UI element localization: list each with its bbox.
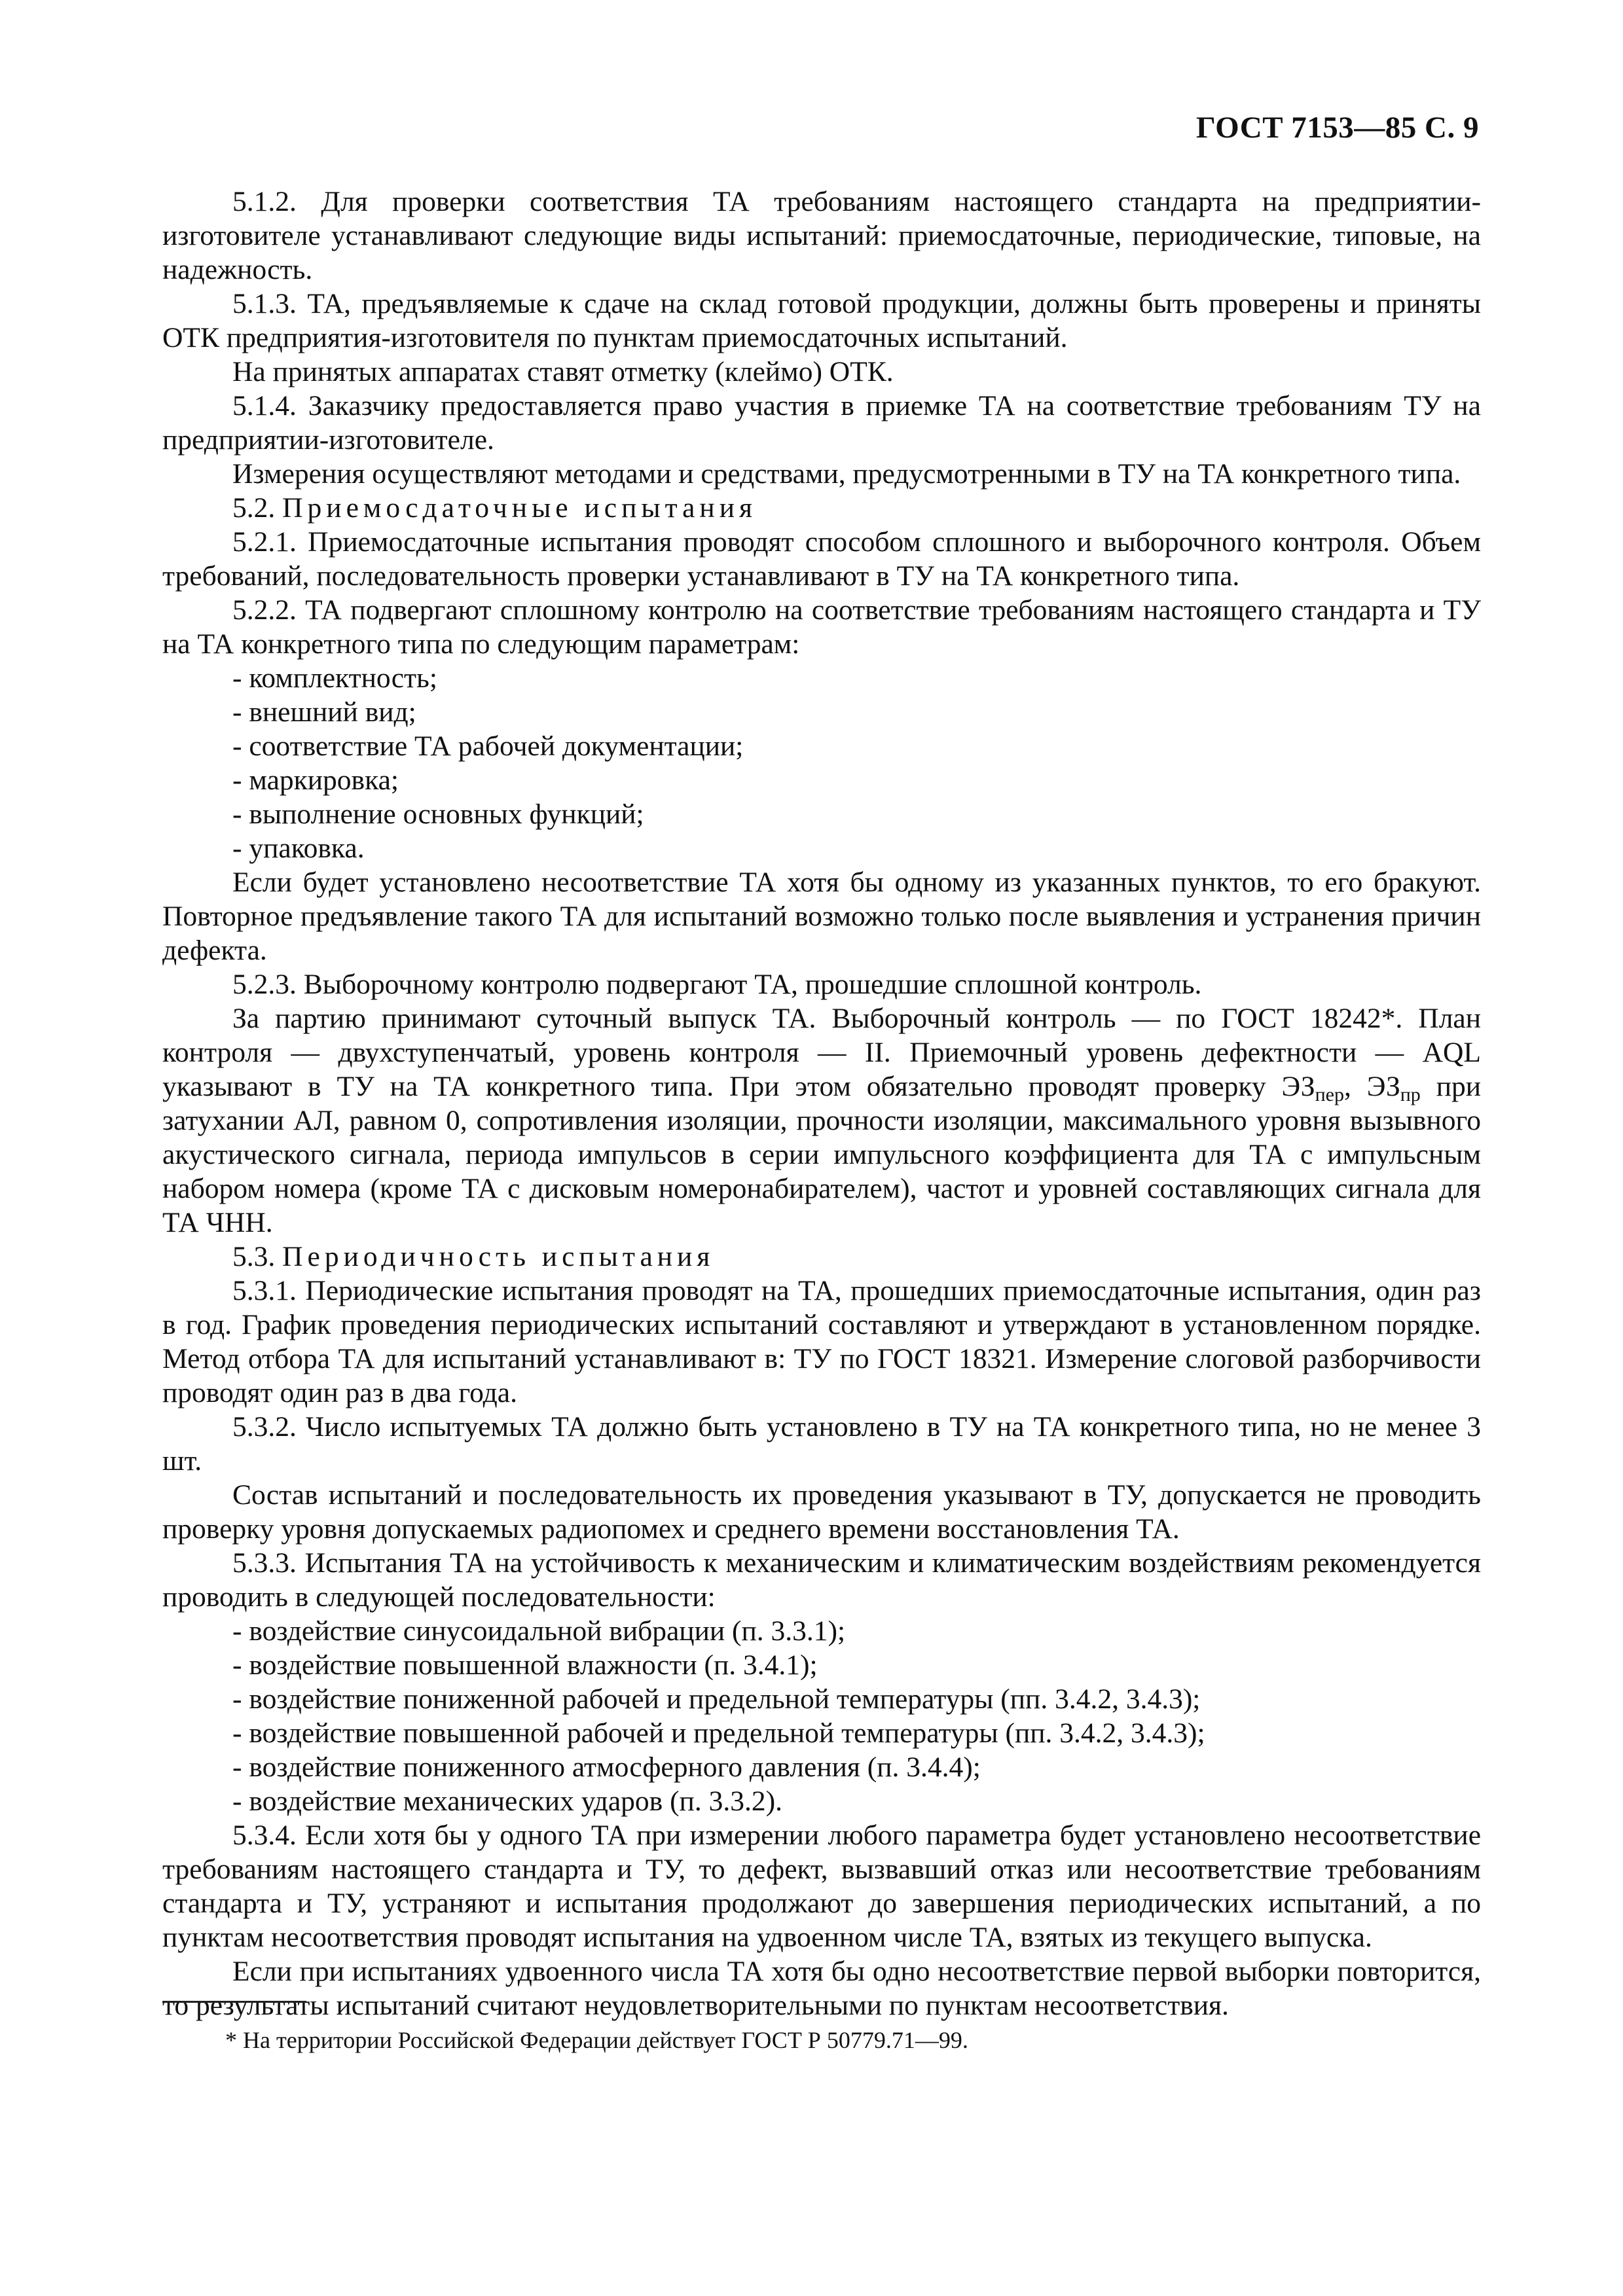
paragraph-5-2-1: 5.2.1. Приемосдаточные испытания проводят способом сплошного и выборочного контроля. Объем требований, последовательность проверки устанавливают в ТУ на ТА конкретного типа. — [162, 526, 1481, 592]
list-item: - комплектность; — [232, 662, 437, 694]
paragraph-5-2-2: 5.2.2. ТА подвергают сплошному контролю на соответствие требованиям настоящего стандарта и ТУ на ТА конкретного типа по следующим параметрам: — [162, 594, 1481, 660]
list-item: - соответствие ТА рабочей документации; — [232, 730, 744, 762]
section-title: Приемосдаточные испытания — [282, 492, 757, 524]
document-body — [162, 185, 1481, 2022]
paragraph-5-3-2: 5.3.2. Число испытуемых ТА должно быть установлено в ТУ на ТА конкретного типа, но не менее 3 шт. — [162, 1411, 1481, 1477]
paragraph-5-3-3: 5.3.3. Испытания ТА на устойчивость к механическим и климатическим воздействиям рекомендуется проводить в следующей последовательности: — [162, 1547, 1481, 1613]
paragraph-5-3-1: 5.3.1. Периодические испытания проводят на ТА, прошедших приемосдаточные испытания, один раз в год. График проведения периодических испытаний составляют и утверждают в установленном порядке. Метод отбора ТА для испытаний устанавливают в: ТУ по ГОСТ 18321. Измерение слоговой разборчивости проводят один раз в два года. — [162, 1275, 1481, 1408]
list-item: - воздействие механических ударов (п. 3.3.2). — [232, 1785, 782, 1817]
section-title: Периодичность испытания — [282, 1241, 715, 1272]
list-item: - воздействие пониженного атмосферного давления (п. 3.4.4); — [232, 1751, 981, 1783]
footnote: * На территории Российской Федерации действует ГОСТ Р 50779.71—99. — [225, 2027, 968, 2053]
section-number: 5.2. — [232, 492, 276, 524]
list-item: - маркировка; — [232, 764, 399, 796]
list-item: - воздействие синусоидальной вибрации (п. 3.3.1); — [232, 1615, 846, 1647]
list-item: - воздействие повышенной влажности (п. 3.4.1); — [232, 1649, 818, 1681]
text-run: За партию принимают суточный выпуск ТА. Выборочный контроль — по ГОСТ 18242*. План контроля — двухступенчатый, уровень контроля — II. Приемочный уровень дефектности — AQL указывают в ТУ на ТА конкретного типа. При этом обязательно проводят проверку ЭЗ — [162, 1003, 1481, 1102]
list-item: - упаковка. — [232, 833, 365, 864]
section-heading-5-2 — [162, 491, 1481, 525]
paragraph-5-1-2: 5.1.2. Для проверки соответствия ТА требованиям настоящего стандарта на предприятии-изготовителе устанавливают следующие виды испытаний: приемосдаточные, периодические, типовые, на надежность. — [162, 186, 1481, 285]
paragraph-5-2-3: 5.2.3. Выборочному контролю подвергают ТА, прошедшие сплошной контроль. — [232, 969, 1202, 1000]
list-item: - выполнение основных функций; — [232, 798, 644, 830]
text-run: при затухании АЛ, равном 0, сопротивления изоляции, прочности изоляции, максимального уровня вызывного акустического сигнала, периода импульсов в серии импульсного коэффициента для ТА с импульсным набором номера (кроме ТА с дисковым номеронабирателем), частот и уровней составляющих сигнала для ТА ЧНН. — [162, 1071, 1481, 1238]
list-5-2-2 — [162, 661, 1481, 865]
page-header: ГОСТ 7153—85 С. 9 — [1195, 111, 1479, 145]
list-item: - воздействие повышенной рабочей и предельной температуры (пп. 3.4.2, 3.4.3); — [232, 1717, 1205, 1749]
paragraph-5-1-3: 5.1.3. ТА, предъявляемые к сдаче на склад готовой продукции, должны быть проверены и приняты ОТК предприятия-изготовителя по пунктам приемосдаточных испытаний. — [162, 288, 1481, 353]
paragraph-5-1-3-note: На принятых аппаратах ставят отметку (клеймо) ОТК. — [232, 356, 894, 387]
paragraph-5-2-3-note — [162, 1001, 1481, 1240]
list-item: - внешний вид; — [232, 696, 416, 728]
list-item: - воздействие пониженной рабочей и предельной температуры (пп. 3.4.2, 3.4.3); — [232, 1683, 1201, 1715]
section-number: 5.3. — [232, 1241, 276, 1272]
subscript: пер — [1315, 1084, 1344, 1105]
paragraph-5-1-4-note: Измерения осуществляют методами и средствами, предусмотренными в ТУ на ТА конкретного типа. — [232, 458, 1461, 490]
paragraph-5-2-2-note: Если будет установлено несоответствие ТА хотя бы одному из указанных пунктов, то его бракуют. Повторное предъявление такого ТА для испытаний возможно только после выявления и устранения причин дефекта. — [162, 867, 1481, 966]
paragraph-5-1-4: 5.1.4. Заказчику предоставляется право участия в приемке ТА на соответствие требованиям ТУ на предприятии-изготовителе. — [162, 390, 1481, 456]
footnote-divider — [162, 2001, 306, 2003]
section-heading-5-3 — [162, 1240, 1481, 1274]
paragraph-5-3-4: 5.3.4. Если хотя бы у одного ТА при измерении любого параметра будет установлено несоответствие требованиям настоящего стандарта и ТУ, то дефект, вызвавший отказ или несоответствие требованиям стандарта и ТУ, устраняют и испытания продолжают до завершения периодических испытаний, а по пунктам несоответствия проводят испытания на удвоенном числе ТА, взятых из текущего выпуска. — [162, 1820, 1481, 1953]
list-5-3-3 — [162, 1614, 1481, 1818]
subscript: пр — [1400, 1084, 1421, 1105]
text-run: , ЭЗ — [1343, 1071, 1400, 1102]
paragraph-5-3-4-note: Если при испытаниях удвоенного числа ТА хотя бы одно несоответствие первой выборки повторится, то результаты испытаний считают неудовлетворительными по пунктам несоответствия. — [162, 1956, 1481, 2021]
paragraph-5-3-2-note: Состав испытаний и последовательность их проведения указывают в ТУ, допускается не проводить проверку уровня допускаемых радиопомех и среднего времени восстановления ТА. — [162, 1479, 1481, 1545]
